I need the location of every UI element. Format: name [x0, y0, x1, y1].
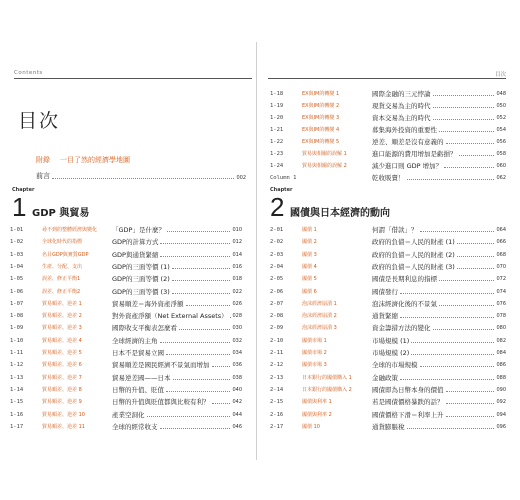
entry-section: 貿易順差、逆差 3 — [42, 325, 82, 332]
toc-entry[interactable] — [270, 249, 506, 259]
entry-section: 日本銀行的國債購入 1 — [302, 374, 352, 381]
toc-entry[interactable] — [10, 347, 242, 357]
toc-entry[interactable] — [270, 136, 506, 146]
entry-number: 1-18 — [270, 91, 284, 97]
entry-section: EX與IM的轉變 2 — [302, 103, 340, 109]
entry-section: 國債 5 — [302, 276, 317, 283]
entry-title: GDP的三面等價 (1) — [112, 262, 170, 271]
entry-number: 1-24 — [270, 163, 284, 169]
dot-leader — [446, 391, 495, 392]
entry-title: 政府的負債＝人民的財產 (2) — [372, 250, 455, 259]
dot-leader — [459, 155, 495, 156]
toc-entry[interactable] — [10, 396, 242, 406]
entry-section: 泡沫經濟崩潰 1 — [302, 300, 337, 307]
entry-section: 國債 2 — [302, 239, 317, 246]
entry-page: 076 — [496, 300, 506, 307]
entry-number: 2-12 — [270, 362, 284, 369]
entry-title: 全球的經常收支 — [112, 422, 158, 431]
toc-entry[interactable] — [10, 359, 242, 369]
entry-number: 1-22 — [270, 139, 284, 145]
entry-number: 2-14 — [270, 386, 284, 393]
toc-entry[interactable] — [270, 148, 506, 158]
entry-number: 1-03 — [10, 251, 24, 258]
toc-entry[interactable] — [270, 172, 506, 182]
entry-title: 全球經濟的主角 — [112, 336, 158, 345]
dot-leader — [420, 231, 495, 232]
entry-number: 2-05 — [270, 276, 284, 283]
entry-page: 038 — [232, 374, 242, 381]
entry-page: 054 — [496, 127, 506, 133]
entry-number: 2-09 — [270, 325, 284, 332]
appendix-title: 一目了然的經濟學地圖 — [60, 156, 130, 164]
entry-page: 088 — [496, 374, 506, 381]
entry-title: 「GDP」是什麼？ — [112, 226, 165, 234]
entry-title: GDP的三面等價 (2) — [112, 275, 170, 284]
dot-leader — [446, 416, 495, 417]
entry-title: 日幣的升值、貶值 — [112, 385, 164, 394]
entry-page: 092 — [496, 399, 506, 406]
entry-page: 064 — [496, 227, 506, 233]
entry-page: 010 — [232, 227, 242, 233]
entry-title: 貿易逆差國——日本 — [112, 373, 171, 382]
dot-leader — [400, 317, 494, 318]
entry-number: 1-17 — [10, 423, 24, 430]
entry-section: 國債市場 2 — [302, 350, 327, 356]
toc-entry[interactable] — [10, 409, 242, 419]
entry-section: 貿易順差、逆差 9 — [42, 399, 82, 406]
toc-entry[interactable] — [270, 347, 506, 357]
toc-entry[interactable] — [270, 409, 506, 419]
entry-number: 1-06 — [10, 288, 24, 295]
foreword-entry[interactable] — [36, 171, 246, 181]
entry-page: 082 — [496, 337, 506, 344]
dot-leader — [52, 171, 234, 179]
entry-title: 市場規模 (2) — [372, 349, 410, 357]
entry-section: 誤差、修正平衡2 — [42, 288, 81, 295]
toc-entry[interactable] — [270, 124, 506, 134]
entry-page: 050 — [496, 103, 506, 109]
toc-entry[interactable] — [270, 273, 506, 283]
entry-number: 2-17 — [270, 423, 284, 430]
toc-entry[interactable] — [10, 261, 242, 271]
dot-leader — [439, 280, 494, 281]
dot-leader — [172, 268, 231, 269]
chapter-title: GDP 與貿易 — [32, 208, 90, 219]
left-page — [6, 42, 257, 460]
toc-entry[interactable] — [270, 286, 506, 296]
dot-leader — [411, 354, 494, 355]
entry-page: 018 — [232, 276, 242, 283]
entry-number: 1-23 — [270, 151, 284, 157]
dot-leader — [446, 403, 495, 404]
foreword-page: 002 — [236, 175, 246, 181]
dot-leader — [439, 305, 494, 306]
dot-leader — [433, 119, 495, 120]
entry-section: 國債 10 — [302, 423, 320, 430]
toc-entry[interactable] — [10, 236, 242, 246]
dot-leader — [172, 280, 231, 281]
toc-entry[interactable] — [270, 384, 506, 394]
entry-number: 2-01 — [270, 227, 284, 233]
entry-section: 誤差、修正平衡1 — [42, 276, 81, 283]
entry-page: 074 — [496, 288, 506, 295]
toc-entry[interactable] — [270, 310, 506, 320]
toc-entry[interactable] — [10, 286, 242, 296]
entry-section: 國債與利率 1 — [302, 399, 332, 406]
entry-section: 國債 3 — [302, 251, 317, 258]
entry-page: 032 — [232, 337, 242, 344]
entry-section: 國債 4 — [302, 263, 317, 270]
dot-leader — [179, 329, 230, 330]
dot-leader — [160, 342, 231, 343]
entry-number: 1-12 — [10, 362, 24, 369]
entry-section: 生產、分配、支出 — [42, 263, 83, 270]
entry-page: 034 — [232, 350, 242, 356]
entry-page: 068 — [496, 251, 506, 258]
entry-title: 國債價格下滑＝利率上升 — [372, 410, 444, 419]
entry-number: 1-04 — [10, 263, 24, 270]
entry-section: EX與IM的轉變 5 — [302, 139, 340, 145]
entry-number: 1-19 — [270, 103, 284, 109]
entry-number: 1-02 — [10, 239, 24, 246]
entry-title: 國際金融的三元悖論 — [372, 90, 431, 98]
toc-entry[interactable] — [270, 335, 506, 345]
chapter-kicker: Chapter — [270, 187, 293, 193]
entry-section: EX與IM的轉變 1 — [302, 91, 340, 97]
toc-entry[interactable] — [10, 421, 242, 431]
entry-section: 國債市場 3 — [302, 362, 327, 369]
entry-title: GDP與通貨緊縮 — [112, 250, 159, 259]
entry-title: 國債是長期利息的指標 — [372, 275, 437, 284]
entry-page: 070 — [496, 263, 506, 270]
dot-leader — [230, 317, 231, 318]
dot-leader — [212, 366, 231, 367]
entry-title: 國債發行 — [372, 287, 398, 296]
dot-leader — [433, 329, 495, 330]
running-head-right: 目次 — [494, 72, 506, 78]
entry-section: 國債 1 — [302, 227, 317, 233]
entry-title: 通貨緊縮 — [372, 312, 398, 321]
entry-page: 072 — [496, 276, 506, 283]
dot-leader — [172, 293, 231, 294]
entry-page: 012 — [232, 239, 242, 246]
entry-title: 募集海外投資的重要性 — [372, 126, 437, 134]
entry-page: 052 — [496, 115, 506, 121]
entry-title: 日本不是貿易立國 — [112, 349, 164, 357]
chapter-kicker: Chapter — [12, 187, 35, 193]
running-head-left: Contents — [14, 70, 43, 76]
toc-entry[interactable] — [270, 298, 506, 308]
right-page — [264, 42, 514, 460]
entry-title: 國債即為日幣本身的價值 — [372, 385, 444, 394]
entry-page: 056 — [496, 139, 506, 145]
dot-leader — [147, 416, 231, 417]
entry-page: 042 — [232, 399, 242, 406]
dot-leader — [439, 131, 494, 132]
entry-section: 尋不到的整體經濟與變化 — [42, 227, 98, 233]
dot-leader — [400, 379, 494, 380]
entry-title: 日幣的升值與貶值都與比較有利？ — [112, 398, 210, 407]
entry-section: 貿易順差、逆差 11 — [42, 423, 85, 430]
entry-title: 泡沫經濟化後的不景氣 — [372, 299, 437, 308]
entry-section: 貿易順差、逆差 10 — [42, 411, 85, 418]
entry-number: 1-13 — [10, 374, 24, 381]
toc-title: 目次 — [18, 110, 61, 132]
toc-entry[interactable] — [270, 261, 506, 271]
entry-section: 泡沫經濟崩潰 2 — [302, 313, 337, 320]
entry-title: GDP的計算方式 — [112, 238, 159, 247]
entry-number: 2-02 — [270, 239, 284, 246]
toc-entry[interactable] — [270, 100, 506, 110]
toc-entry[interactable] — [270, 112, 506, 122]
entry-section: 貿易順差、逆差 2 — [42, 313, 82, 320]
entry-page: 060 — [496, 163, 506, 169]
dot-leader — [167, 231, 230, 232]
entry-title: 通貨膨脹稅 — [372, 422, 405, 431]
entry-title: 若是國債價格暴跌的話？ — [372, 398, 444, 407]
toc-entry[interactable] — [270, 359, 506, 369]
entry-section: 貿易順差、逆差 6 — [42, 362, 82, 369]
toc-entry[interactable] — [270, 160, 506, 170]
entry-page: 062 — [496, 175, 506, 181]
toc-entry[interactable] — [10, 298, 242, 308]
entry-page: 058 — [496, 151, 506, 157]
dot-leader — [433, 107, 495, 108]
chapter-number: 2 — [270, 192, 285, 222]
entry-page: 080 — [496, 325, 506, 332]
entry-title: 乾收販賣！ — [372, 174, 405, 182]
entry-title: 進口能源的費用增加是虧損？ — [372, 150, 457, 158]
entry-title: 資金籌措方法的變化 — [372, 324, 431, 333]
entry-number: 2-06 — [270, 288, 284, 295]
entry-section: 貿易順差、逆差 1 — [42, 300, 82, 307]
entry-title: 資本交易為主的時代 — [372, 114, 431, 122]
entry-title: GDP的三面等價 (3) — [112, 287, 170, 296]
dot-leader — [173, 379, 231, 380]
entry-section: 貿易與相關的誤解 2 — [302, 163, 347, 169]
entry-page: 066 — [496, 239, 506, 246]
entry-title: 國際收支平衡表怎麼看 — [112, 324, 177, 333]
toc-entry[interactable] — [10, 322, 242, 332]
dot-leader — [407, 428, 495, 429]
toc-entry[interactable] — [270, 372, 506, 382]
entry-number: 1-16 — [10, 411, 24, 418]
entry-title: 貿易順差是國民經濟不景氣而增加 — [112, 361, 210, 370]
dot-leader — [186, 305, 231, 306]
entry-page: 048 — [496, 91, 506, 97]
entry-title: 逆差、順差是沒有意義的 — [372, 138, 444, 146]
entry-title: 政府的負債＝人民的財產 (3) — [372, 262, 455, 271]
dot-leader — [446, 143, 495, 144]
entry-title: 何謂「借款」？ — [372, 226, 418, 234]
toc-entry[interactable] — [270, 322, 506, 332]
dot-leader — [457, 256, 495, 257]
dot-leader — [212, 403, 231, 404]
entry-number: 2-15 — [270, 399, 284, 406]
entry-number: 1-15 — [10, 399, 24, 406]
toc-entry[interactable] — [10, 273, 242, 283]
entry-number: 1-09 — [10, 325, 24, 332]
toc-entry[interactable] — [10, 372, 242, 382]
dot-leader — [444, 167, 494, 168]
entry-number: 1-10 — [10, 337, 24, 344]
toc-entry[interactable] — [270, 421, 506, 431]
entry-title: 政府的負債＝人民的財產 (1) — [372, 238, 455, 247]
entry-number: 1-20 — [270, 115, 284, 121]
entry-section: 貿易順差、逆差 8 — [42, 386, 82, 393]
dot-leader — [433, 95, 495, 96]
entry-title: 貿易順差＝海外資產淨額 — [112, 299, 184, 308]
entry-section: 國債市場 1 — [302, 337, 327, 344]
header-rule — [14, 78, 252, 79]
entry-page: 090 — [496, 386, 506, 393]
entry-number: 1-07 — [10, 300, 24, 307]
dot-leader — [411, 342, 494, 343]
dot-leader — [160, 243, 230, 244]
appendix-entry[interactable] — [36, 155, 246, 165]
entry-page: 046 — [232, 423, 242, 430]
dot-leader — [400, 293, 494, 294]
entry-number: 2-10 — [270, 337, 284, 344]
toc-entry[interactable] — [10, 310, 242, 320]
entry-number: 2-11 — [270, 350, 284, 356]
entry-section: 貿易順差、逆差 5 — [42, 350, 82, 356]
chapter-number: 1 — [12, 192, 27, 222]
entry-section: 貿易順差、逆差 7 — [42, 374, 82, 381]
entry-title: 現貨交易為主的時代 — [372, 102, 431, 110]
entry-page: 040 — [232, 386, 242, 393]
entry-number: 2-08 — [270, 313, 284, 320]
entry-number: 2-04 — [270, 263, 284, 270]
dot-leader — [420, 366, 495, 367]
entry-number: 1-14 — [10, 386, 24, 393]
entry-number: 1-05 — [10, 276, 24, 283]
toc-entry[interactable] — [270, 224, 506, 234]
dot-leader — [407, 179, 495, 180]
entry-page: 028 — [232, 313, 242, 320]
dot-leader — [457, 268, 495, 269]
entry-section: 日本銀行的國債購入 2 — [302, 386, 352, 393]
entry-page: 014 — [232, 251, 242, 258]
entry-page: 094 — [496, 411, 506, 418]
entry-section: EX與IM的轉變 3 — [302, 115, 340, 121]
entry-number: 2-07 — [270, 300, 284, 307]
toc-entry[interactable] — [10, 335, 242, 345]
entry-title: 全球的市場規模 — [372, 361, 418, 370]
dot-leader — [160, 428, 231, 429]
entry-section: 國債 6 — [302, 288, 317, 295]
chapter-title: 國債與日本經濟的動向 — [290, 208, 390, 219]
toc-entry[interactable] — [10, 249, 242, 259]
entry-number: 1-08 — [10, 313, 24, 320]
entry-section: 貿易與相關的誤解 1 — [302, 151, 347, 157]
entry-title: 市場規模 (1) — [372, 336, 410, 345]
entry-page: 030 — [232, 325, 242, 332]
toc-entry[interactable] — [10, 224, 242, 234]
entry-section: EX與IM的轉變 4 — [302, 127, 340, 133]
entry-title: 減少進口則 GDP 增加？ — [372, 162, 443, 170]
dot-leader — [166, 354, 230, 355]
entry-number: 1-11 — [10, 350, 24, 356]
entry-number: Column 1 — [270, 175, 297, 181]
toc-entry[interactable] — [10, 384, 242, 394]
entry-title: 金融政策 — [372, 373, 398, 382]
entry-section: 貿易順差、逆差 4 — [42, 337, 82, 344]
entry-number: 1-21 — [270, 127, 284, 133]
dot-leader — [457, 243, 495, 244]
entry-section: 名目GDP與實質GDP — [42, 251, 89, 258]
entry-section: 泡沫經濟崩潰 3 — [302, 325, 337, 332]
entry-page: 086 — [496, 362, 506, 369]
toc-entry[interactable] — [270, 88, 506, 98]
toc-entry[interactable] — [270, 396, 506, 406]
entry-page: 096 — [496, 423, 506, 430]
entry-section: 國債與利率 2 — [302, 411, 332, 418]
entry-page: 016 — [232, 263, 242, 270]
header-rule — [268, 78, 506, 79]
entry-page: 036 — [232, 362, 242, 369]
appendix-label: 附錄 — [36, 156, 50, 164]
entry-number: 2-16 — [270, 411, 284, 418]
entry-page: 044 — [232, 411, 242, 418]
entry-number: 2-13 — [270, 374, 284, 381]
entry-page: 084 — [496, 350, 506, 356]
entry-title: 對外資產淨額（Net External Assets） — [112, 312, 228, 321]
toc-entry[interactable] — [270, 236, 506, 246]
dot-leader — [166, 391, 230, 392]
entry-page: 022 — [232, 288, 242, 295]
entry-page: 078 — [496, 313, 506, 320]
dot-leader — [160, 256, 230, 257]
entry-number: 2-03 — [270, 251, 284, 258]
entry-title: 產業空洞化 — [112, 410, 145, 419]
entry-section: 全球化時代的指標 — [42, 239, 83, 246]
entry-number: 1-01 — [10, 227, 24, 233]
entry-page: 026 — [232, 300, 242, 307]
foreword-title: 前言 — [36, 172, 50, 180]
